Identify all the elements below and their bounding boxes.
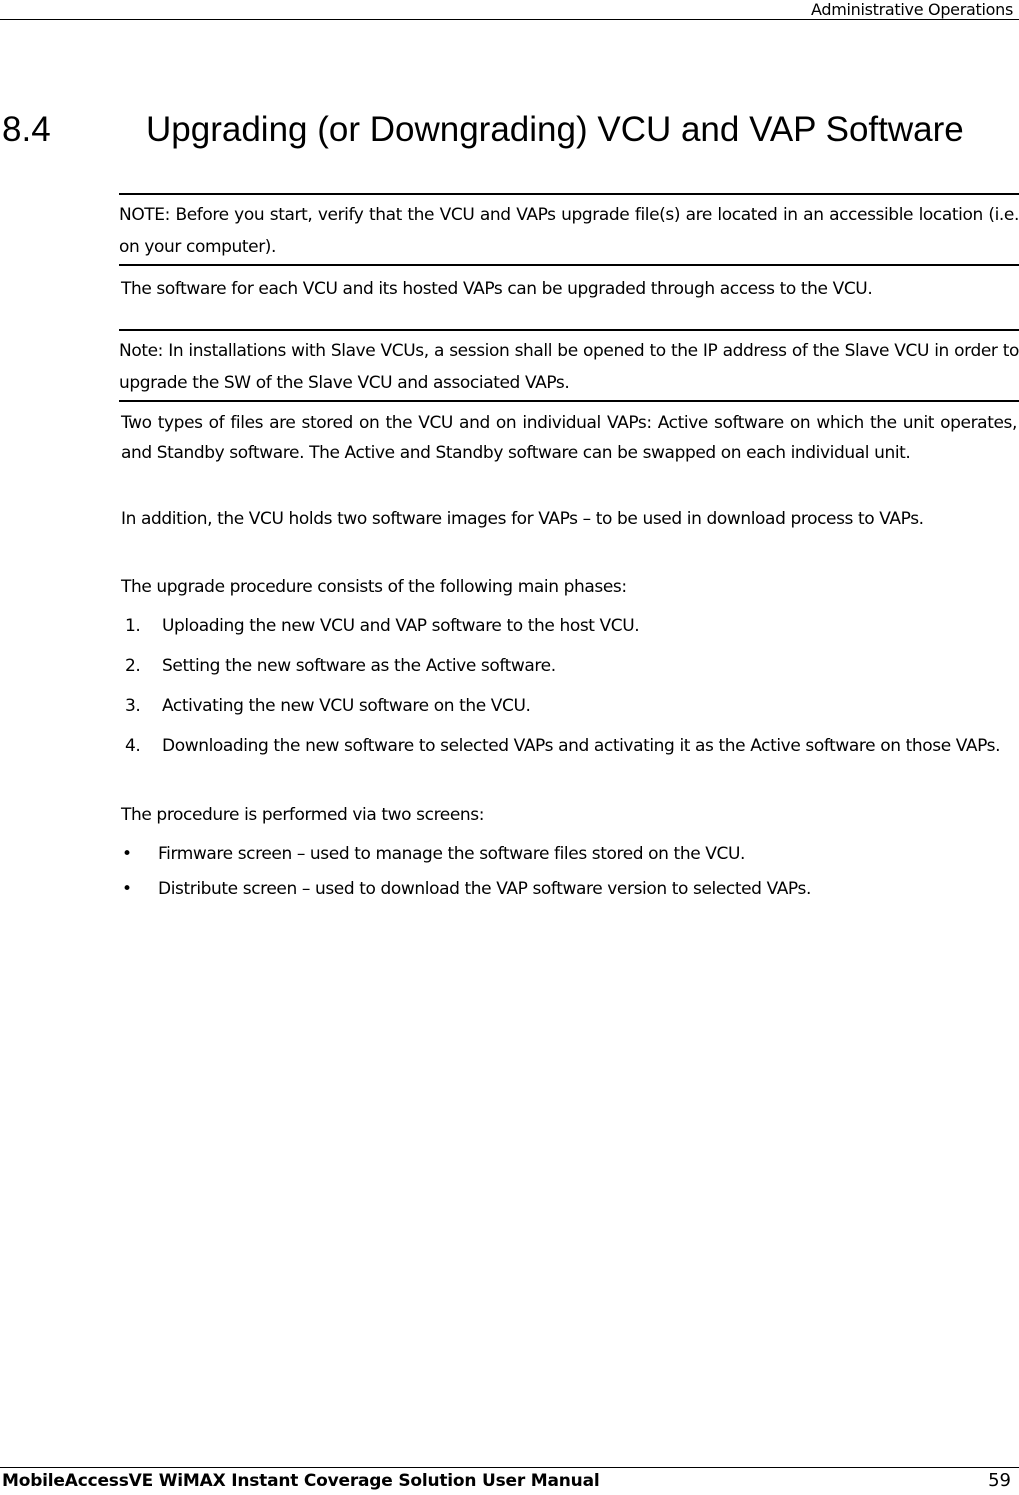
step-text: Setting the new software as the Active software. [162, 656, 556, 676]
bullet-text: Firmware screen – used to manage the software files stored on the VCU. [158, 844, 745, 864]
list-item [121, 874, 1017, 904]
step-text: Uploading the new VCU and VAP software to the host VCU. [162, 616, 640, 636]
section-number: 8.4 [2, 110, 51, 149]
step-text: Downloading the new software to selected VAPs and activating it as the Active software on those VAPs. [162, 736, 1001, 756]
step-number: 4. [125, 736, 141, 756]
list-item [121, 839, 1017, 869]
paragraph-screens-intro: The procedure is performed via two screens: [121, 805, 485, 825]
header-rule [0, 19, 1019, 20]
note-box-before-start: NOTE: Before you start, verify that the VCU and VAPs upgrade file(s) are located in an accessible location (i.e. on your computer). [119, 193, 1019, 266]
list-item [121, 652, 1017, 681]
section-heading [2, 110, 964, 150]
bullet-icon: • [122, 844, 132, 864]
list-item [121, 692, 1017, 721]
bullet-icon: • [122, 879, 132, 899]
note-box-slave-vcu: Note: In installations with Slave VCUs, a session shall be opened to the IP address of the Slave VCU in order to upgrade the SW of the Slave VCU and associated VAPs. [119, 329, 1019, 402]
step-number: 1. [125, 616, 141, 636]
paragraph-intro: The software for each VCU and its hosted VAPs can be upgraded through access to the VCU. [121, 279, 873, 299]
list-item [121, 612, 1017, 641]
step-number: 2. [125, 656, 141, 676]
step-text: Activating the new VCU software on the VCU. [162, 696, 531, 716]
screens-bullet-list [121, 839, 1017, 909]
running-header: Administrative Operations [810, 0, 1013, 19]
page-number: 59 [988, 1470, 1011, 1491]
footer-rule [0, 1467, 1019, 1468]
list-item [121, 732, 1017, 761]
paragraph-file-types: Two types of files are stored on the VCU and on individual VAPs: Active software on which the unit operates, and Standby software. The Active and Standby software can be swapped on each individual unit. [121, 413, 1017, 463]
paragraph-procedure-intro: The upgrade procedure consists of the following main phases: [121, 577, 627, 597]
section-title: Upgrading (or Downgrading) VCU and VAP Software [146, 110, 964, 149]
footer-manual-title: MobileAccessVE WiMAX Instant Coverage Solution User Manual [2, 1471, 600, 1491]
step-number: 3. [125, 696, 141, 716]
bullet-text: Distribute screen – used to download the VAP software version to selected VAPs. [158, 879, 811, 899]
procedure-steps-list [121, 612, 1017, 772]
paragraph-addition: In addition, the VCU holds two software images for VAPs – to be used in download process to VAPs. [121, 509, 924, 529]
